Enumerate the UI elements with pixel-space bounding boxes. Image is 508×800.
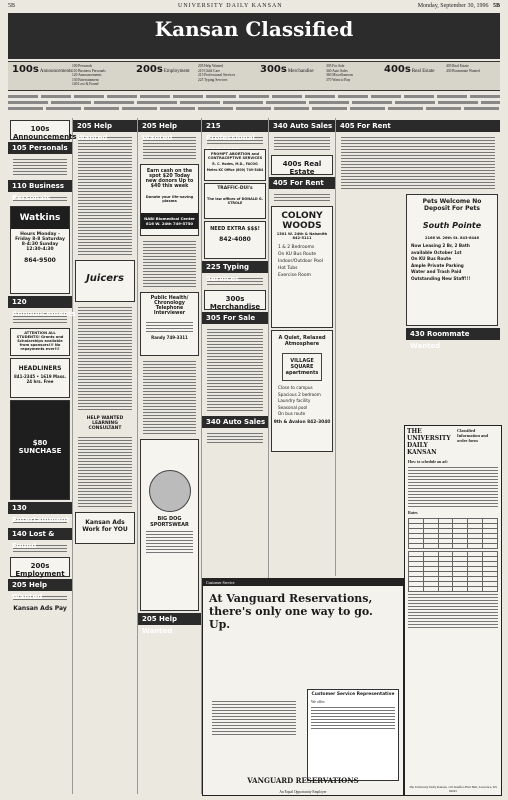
doctor-name: R. C. Hodes, M.D., FACOG — [212, 162, 258, 166]
announcements-header — [10, 120, 77, 141]
section-title: 300s Merchandise — [209, 295, 261, 311]
kansan-ads-work-ad — [75, 512, 135, 544]
column-3 — [138, 118, 202, 794]
watkins-hours: Hours Monday - Friday 8-8 Saturday 8-4:30 Sunday 12:30-4:30 — [15, 232, 65, 252]
colony-address: 1301 W. 24th & Naismith 842-5111 — [276, 232, 328, 240]
category-item: 100 Personals — [72, 64, 93, 68]
category-item: 340 Auto Sales — [326, 68, 348, 73]
village-square-ad — [271, 330, 333, 452]
section-auto-sales: 340 Auto Sales — [269, 120, 335, 132]
body-text — [138, 238, 201, 290]
colony-woods-ad — [271, 206, 333, 328]
prompt-title: PROMPT ABORTION and CONTRACEPTIVE SERVICES — [207, 152, 263, 160]
order-form — [404, 425, 502, 796]
category-item: 405 Real Estate — [446, 64, 469, 68]
law-office: The law offices of DONALD G. STROLE — [207, 197, 263, 205]
real-estate-header — [271, 155, 333, 175]
village-logo: VILLAGE SQUARE apartments — [282, 353, 322, 381]
colony-feature: 1 & 2 Bedrooms — [278, 245, 315, 250]
category-index — [8, 61, 500, 91]
body-text — [138, 358, 201, 437]
section-help-wanted-2: 205 Help Wanted — [138, 613, 201, 625]
column-6 — [336, 118, 500, 422]
form-footer: The University Daily Kansan, 119 Stauffer-Flint Hall, Lawrence, KS 66045 — [409, 785, 497, 793]
category-num: 300s — [260, 64, 287, 75]
vanguard-offer-label: We offer: — [311, 700, 326, 704]
section-for-sale: 305 For Sale — [202, 312, 268, 324]
vanguard-headline: At Vanguard Reservations, there's only one way to go. Up. — [209, 592, 373, 631]
category-num: 200s — [136, 64, 163, 75]
section-for-rent: 405 For Rent — [269, 177, 335, 189]
dog-icon — [149, 470, 191, 512]
watkins-ad — [10, 206, 70, 294]
extra-money-ad — [204, 221, 266, 259]
section-professional-services: 215 Professional — [202, 120, 268, 132]
column-2 — [73, 118, 138, 794]
section-personals: 105 Personals — [8, 142, 72, 154]
intro-text — [8, 92, 500, 114]
south-pointe-address: 2166 W. 26th St. 843-6446 — [425, 236, 479, 240]
section-title: 100s Announcements — [13, 125, 77, 141]
headliners-logo: HEADLINERS — [18, 365, 62, 372]
page-header — [8, 2, 500, 11]
form-heading: Classified Information and order form — [457, 428, 489, 443]
category-label: Real Estate — [411, 69, 435, 74]
category-label: Merchandise — [287, 69, 314, 74]
watkins-logo: Watkins — [11, 207, 69, 229]
body-text — [202, 326, 268, 414]
category-item: 430 Roommate Wanted — [446, 68, 480, 73]
category-item: 130 Entertainment — [72, 77, 99, 82]
form-paper-title: THE UNIVERSITY DAILY KANSAN — [407, 428, 451, 456]
banner-title: Kansan Classified — [154, 17, 354, 41]
kansan-ads-work: Kansan Ads Work for YOU — [82, 519, 128, 533]
south-pointe-ad — [406, 194, 498, 326]
south-pointe-logo: South Pointe — [422, 221, 482, 230]
category-100s — [12, 64, 132, 88]
body-text — [269, 191, 335, 204]
learning-consultant: HELP WANTED LEARNING CONSULTANT — [86, 416, 124, 431]
big-dog-ad — [140, 439, 199, 611]
section-for-rent: 405 For Rent — [336, 120, 500, 132]
vanguard-customer-service: Customer Service — [203, 579, 403, 586]
south-pointe-feature: Ample Private Parking — [411, 262, 464, 268]
village-feature: On bus route — [278, 411, 306, 416]
header-page-left: 5B — [8, 3, 16, 9]
public-health-title: Public Health/ Chronology Telephone Interviewer — [150, 296, 189, 316]
section-title: 200s Employment — [15, 562, 65, 578]
section-announcements: 120 Announcements — [8, 296, 72, 308]
colony-feature: Indoor/Outdoor Pool — [278, 259, 324, 264]
section-auto-sales: 340 Auto Sales — [202, 416, 268, 428]
south-pointe-feature: available October 1st — [411, 249, 462, 255]
section-help-wanted: 205 Help Wanted — [138, 120, 201, 132]
kansan-ads-pay: Kansan Ads Pay — [13, 605, 67, 612]
public-health-ad — [140, 292, 199, 356]
section-business-personals: 110 Business Personals — [8, 180, 72, 192]
sunchase-logo: $80 SUNCHASE — [18, 439, 62, 455]
colony-logo: COLONY WOODS — [281, 211, 323, 231]
big-dog-title: BIG DOG SPORTSWEAR — [150, 516, 189, 528]
plasma-headline: Earn cash on the spot $20 Today new donors Up to $40 this week — [145, 169, 194, 189]
classified-banner — [8, 13, 500, 59]
category-item: 305 For Sale — [326, 64, 345, 68]
abortion-services-ad — [204, 149, 266, 181]
juicers-ad — [75, 260, 135, 302]
column-1 — [8, 118, 77, 794]
body-text — [73, 304, 137, 413]
section-lost-found: 140 Lost & Found — [8, 528, 72, 540]
form-rates: Rates — [408, 510, 418, 515]
juicers-logo: Juicers — [86, 273, 124, 284]
vanguard-logo: VANGUARD RESERVATIONS — [247, 776, 359, 785]
village-feature: Laundry facility — [278, 398, 311, 403]
randy-phone: Randy 749-3311 — [151, 335, 188, 340]
village-feature: Spacious 2 bedroom — [278, 391, 321, 397]
category-item: 205 Help Wanted — [198, 64, 223, 68]
south-pointe-feature: Outstanding New Staff!!! — [411, 275, 471, 281]
category-item: 225 Typing Services — [198, 77, 228, 82]
body-text — [73, 134, 137, 258]
merchandise-header — [204, 290, 266, 310]
employment-header — [10, 557, 70, 577]
sunchase-ad — [10, 400, 70, 500]
south-pointe-feature: On KU Bus Route — [411, 256, 452, 261]
pets-welcome: Pets Welcome No Deposit For Pets — [422, 198, 482, 212]
nabi-address: NABI Biomedical Center 816 W. 24th 749-5750 — [141, 213, 198, 229]
colony-feature: Exercise Room — [278, 273, 311, 278]
column-5 — [269, 118, 336, 576]
body-text — [336, 134, 500, 192]
headliners-phone: 841-2345 • 1619 Mass. 24 hrs. Free — [14, 374, 66, 384]
rate-table — [408, 518, 498, 549]
nabi-plasma-ad — [140, 164, 199, 236]
village-feature: Seasonal pool — [278, 404, 308, 410]
section-entertainment: 130 Entertainment — [8, 502, 72, 514]
vanguard-ad — [202, 578, 404, 796]
vanguard-eeo: An Equal Opportunity Employer — [279, 790, 327, 794]
category-label: Employment — [163, 69, 190, 74]
colony-feature: Hot Tubs — [278, 266, 298, 271]
ad-copy-grid[interactable] — [408, 551, 498, 592]
vanguard-box-title: Customer Service Representative — [311, 692, 395, 697]
traffic-title: TRAFFIC-DUI's — [217, 186, 253, 191]
category-400s — [384, 64, 496, 88]
category-item: 370 Want to Buy — [326, 77, 351, 82]
traffic-dui-ad — [204, 183, 266, 219]
form-how: How to schedule an ad: — [408, 459, 448, 464]
metro-office: Metro KC Office (800) 749-5484 — [206, 168, 264, 172]
body-text — [8, 156, 72, 178]
category-label: Announcements — [39, 69, 73, 74]
category-item: 140 Lost & Found — [72, 82, 99, 86]
body-text — [73, 434, 137, 510]
section-typing-services: 225 Typing Services — [202, 261, 268, 273]
header-title: UNIVERSITY DAILY KANSAN — [178, 3, 283, 9]
section-help-wanted: 205 Help Wanted — [73, 120, 137, 132]
category-num: 100s — [12, 64, 39, 75]
category-200s — [136, 64, 256, 88]
vanguard-offer-box — [307, 689, 399, 781]
grants-text: ATTENTION ALL STUDENTS! Grants and Scholarships available from sponsors!!! No repayments ever!!! — [16, 331, 64, 351]
category-item: 120 Announcements — [72, 73, 102, 77]
grants-ad — [10, 328, 70, 356]
category-item: 360 Miscellaneous — [326, 73, 354, 77]
watkins-phone: 864-9500 — [24, 257, 56, 264]
category-item: 215 Professional Services — [198, 73, 236, 77]
body-text — [269, 134, 335, 153]
section-title: 400s Real Estate — [282, 160, 322, 176]
section-roommate-wanted: 430 Roommate Wanted — [406, 328, 500, 340]
colony-feature: On KU Bus Route — [278, 252, 317, 257]
plasma-donate: Donate your life-saving plasma — [145, 195, 194, 203]
category-300s — [260, 64, 380, 88]
extra-money-title: NEED EXTRA $$$! — [210, 226, 260, 232]
south-pointe-feature: Water and Trash Paid — [411, 269, 462, 274]
village-tagline: A Quiet, Relaxed Atmosphere — [278, 335, 326, 347]
village-feature: Close to campus — [278, 385, 313, 390]
extra-money-phone: 842-4080 — [219, 236, 251, 243]
section-help-wanted: 205 Help Wanted — [8, 579, 72, 591]
category-item: 110 Business Personals — [72, 68, 106, 73]
south-pointe-feature: Now Leasing 2 Br, 2 Bath — [411, 243, 470, 248]
category-item: 210 Child Care — [198, 68, 220, 73]
headliners-ad — [10, 358, 70, 398]
body-text — [202, 430, 268, 446]
header-date: Monday, September 30, 1996 5B — [417, 3, 500, 9]
category-num: 400s — [384, 64, 411, 75]
village-address: 9th & Avalon 842-3040 — [273, 419, 331, 425]
